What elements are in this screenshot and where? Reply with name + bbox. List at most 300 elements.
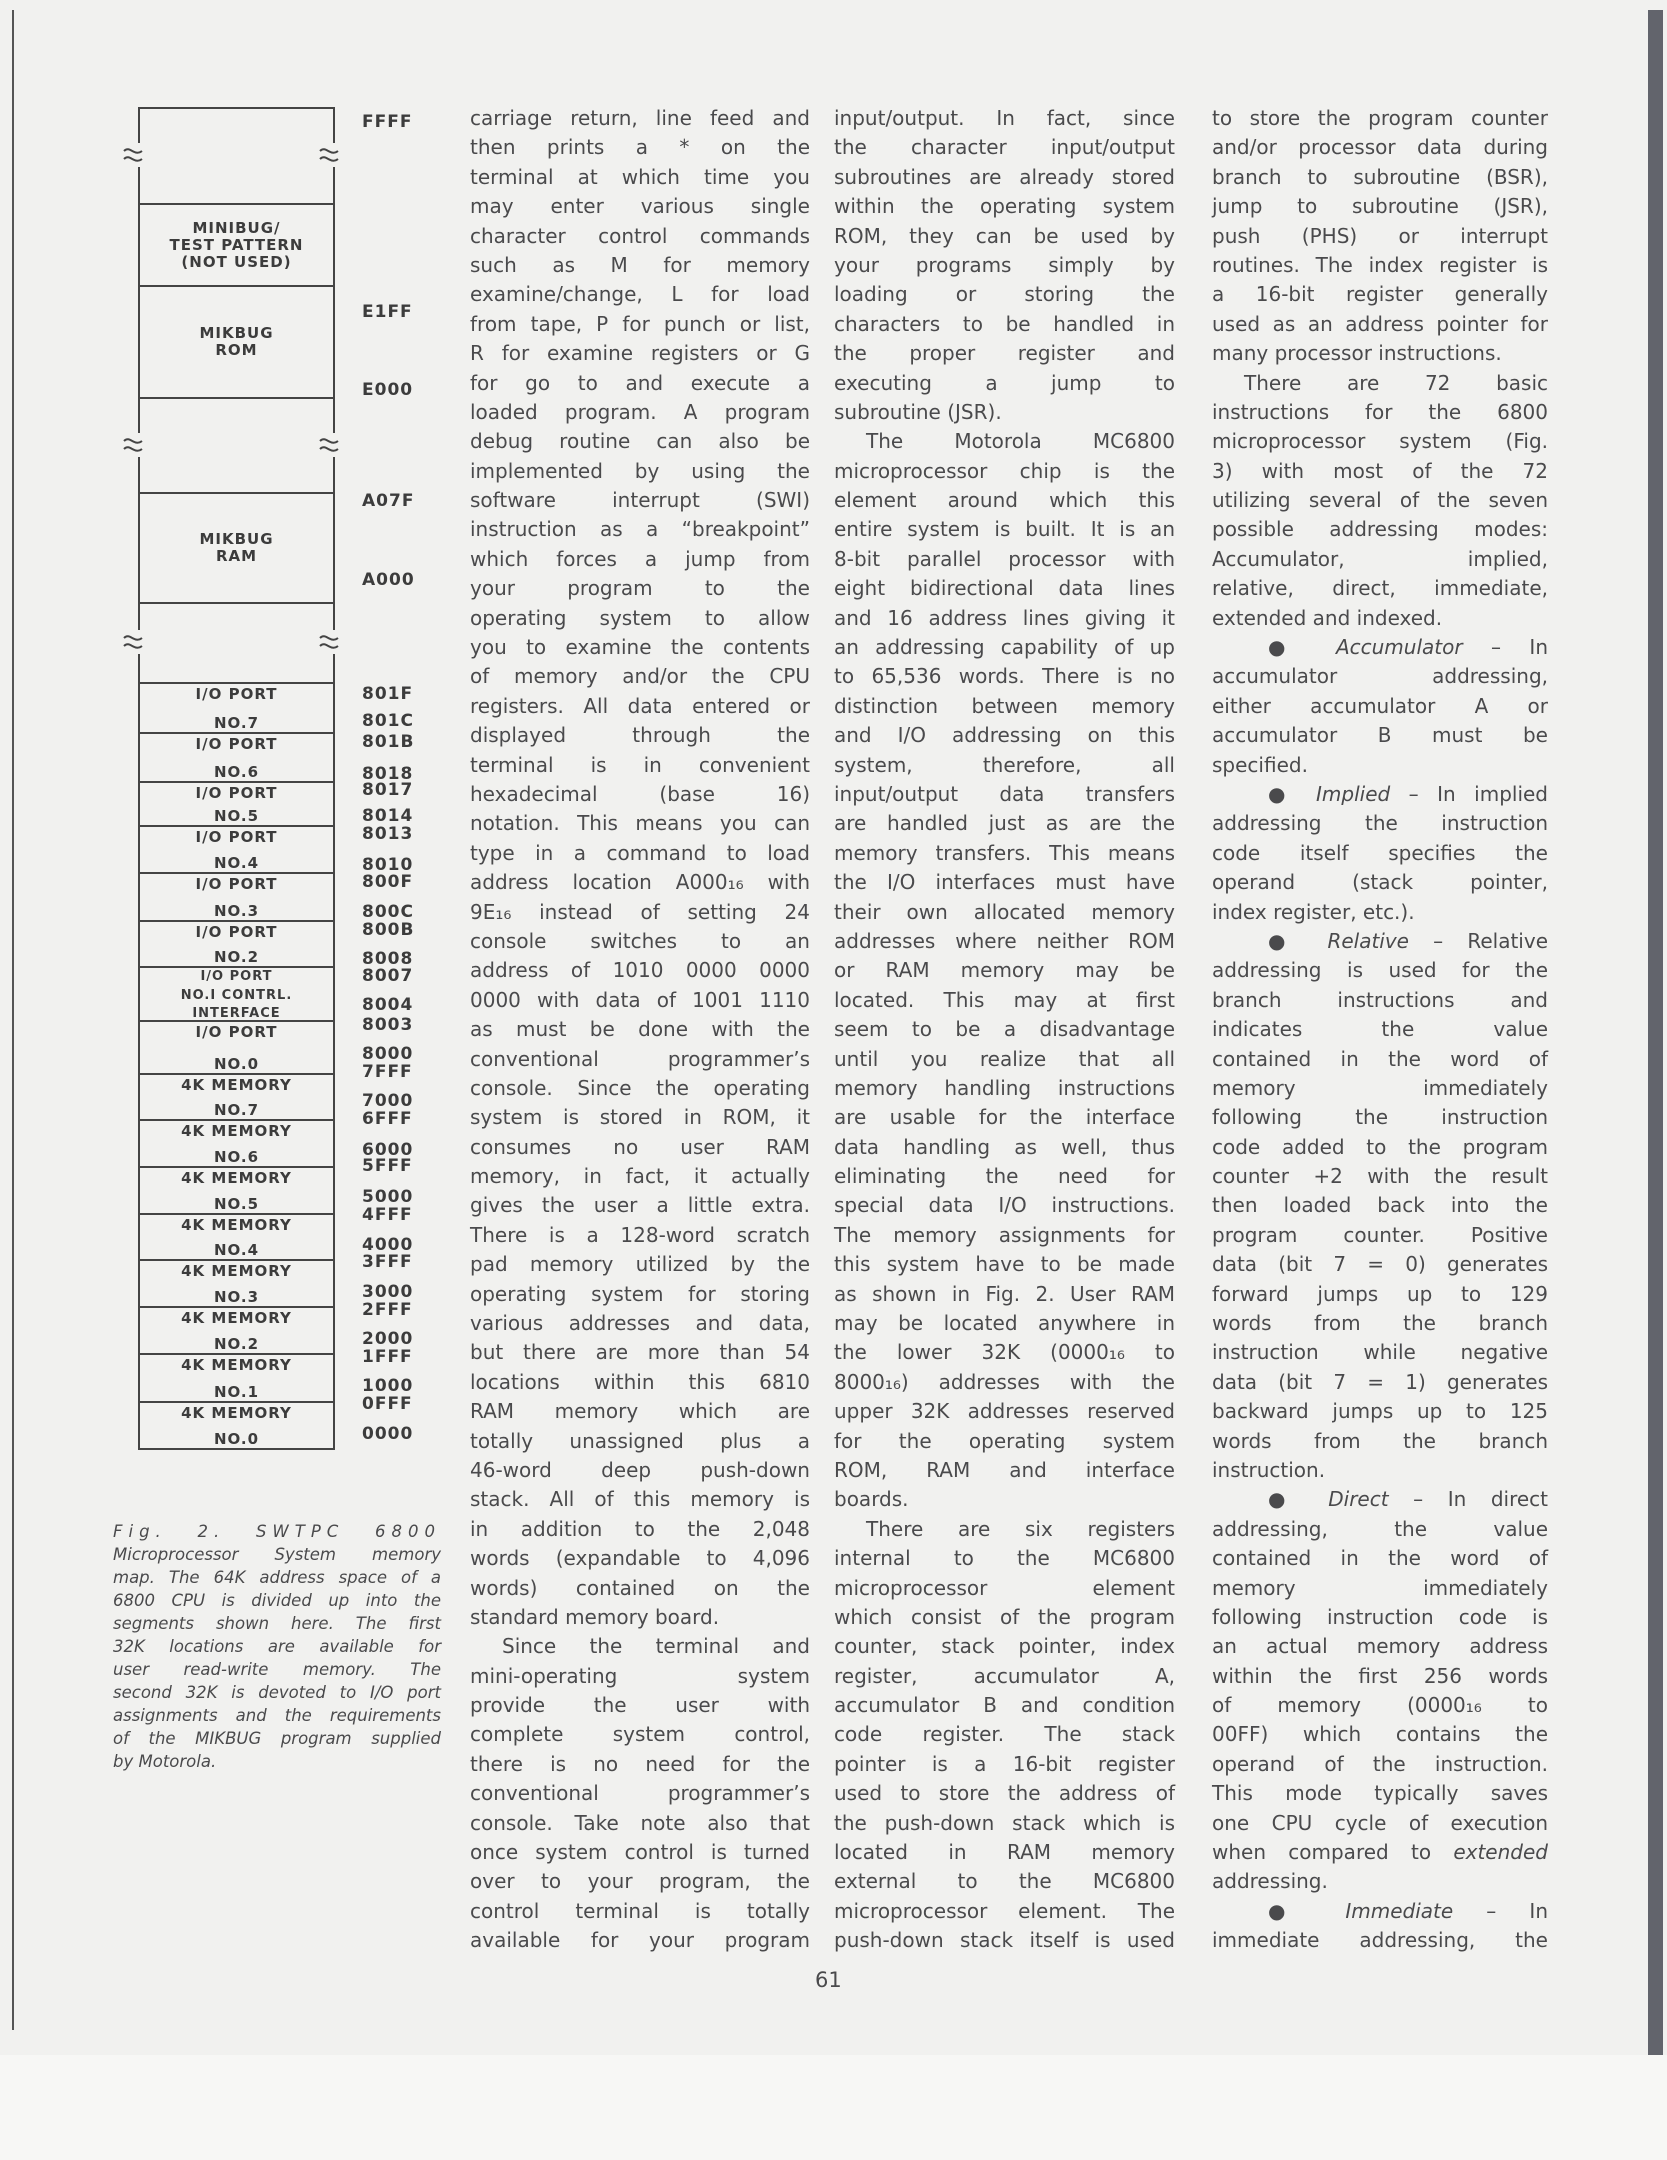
text-line: memory immediately xyxy=(1212,1575,1548,1600)
segment-label: NO.5 xyxy=(213,1195,260,1213)
text-line: ROM, they can be used by xyxy=(834,223,1175,248)
address-label: 8013 xyxy=(362,824,414,844)
text-line: operand (stack pointer, xyxy=(1212,870,1548,895)
text-line: either accumulator A or xyxy=(1212,693,1548,718)
segment-label: (NOT USED) xyxy=(181,252,292,271)
text-line: utilizing several of the seven xyxy=(1212,488,1548,513)
italic-term: Direct xyxy=(1328,1487,1389,1512)
address-label: 3FFF xyxy=(362,1252,413,1272)
text-line: loading or storing the xyxy=(834,282,1175,307)
text-line: various addresses and data, xyxy=(470,1311,810,1336)
text-line: 8-bit parallel processor with xyxy=(834,546,1175,571)
text-line: of memory (0000₁₆ to xyxy=(1212,1693,1548,1718)
text-line: your programs simply by xyxy=(834,252,1175,277)
text-line: This mode typically saves xyxy=(1212,1781,1548,1806)
text-line: and/or processor data during xyxy=(1212,135,1548,160)
text-line: data handling as well, thus xyxy=(834,1134,1175,1159)
address-label: 6000 xyxy=(362,1140,414,1160)
text-line: input/output. In fact, since xyxy=(834,106,1175,130)
text-line: entire system is built. It is an xyxy=(834,517,1175,542)
text-line: addressing is used for the xyxy=(1212,958,1548,983)
text-line: ● Implied – In implied xyxy=(1268,781,1549,806)
address-label: 8018 xyxy=(362,764,414,784)
segment-label: NO.3 xyxy=(213,902,260,920)
text-line: program counter. Positive xyxy=(1212,1222,1548,1247)
text-line: seem to be a disadvantage xyxy=(834,1017,1175,1042)
text-line: following instruction code is xyxy=(1212,1604,1548,1629)
address-label: 800F xyxy=(362,872,414,892)
text-line: terminal is in convenient xyxy=(470,752,810,777)
address-label: 801B xyxy=(362,732,415,752)
text-line: are handled just as are the xyxy=(834,811,1175,836)
memory-segment-mem-6 xyxy=(138,1119,335,1168)
text-line: immediate addressing, the xyxy=(1212,1928,1548,1953)
address-label: 6FFF xyxy=(362,1109,413,1129)
text-line: stack. All of this memory is xyxy=(470,1487,810,1512)
caption-line: 6800 CPU is divided up into the xyxy=(113,1591,441,1610)
address-label: 3000 xyxy=(362,1282,414,1302)
text-line: internal to the MC6800 xyxy=(834,1546,1175,1571)
text-line: register, accumulator A, xyxy=(834,1663,1175,1688)
address-label: A000 xyxy=(362,570,415,590)
text-line: loaded program. A program xyxy=(470,399,810,424)
caption-line: second 32K is devoted to I/O port xyxy=(113,1683,441,1702)
text-line: code register. The stack xyxy=(834,1722,1175,1747)
italic-term: Relative xyxy=(1327,928,1409,953)
text-line: within the first 256 words xyxy=(1212,1663,1548,1688)
text-line: characters to be handled in xyxy=(834,311,1175,336)
segment-label: 4K MEMORY xyxy=(181,1169,292,1187)
segment-label: NO.5 xyxy=(213,807,260,825)
text-line: addresses where neither ROM xyxy=(834,928,1175,953)
segment-label: 4K MEMORY xyxy=(181,1122,292,1140)
segment-label: MINIBUG/ xyxy=(192,218,281,237)
text-line: words from the branch xyxy=(1212,1428,1548,1453)
text-line: an actual memory address xyxy=(1212,1634,1548,1659)
text-line: mini-operating system xyxy=(470,1663,810,1688)
text-line: the I/O interfaces must have xyxy=(834,870,1175,895)
text-line: then loaded back into the xyxy=(1212,1193,1548,1218)
text-line: one CPU cycle of execution xyxy=(1212,1810,1548,1835)
text-line: memory immediately xyxy=(1212,1075,1548,1100)
text-line: special data I/O instructions. xyxy=(834,1193,1175,1218)
text-line: conventional programmer’s xyxy=(470,1781,810,1806)
text-line: words from the branch xyxy=(1212,1311,1548,1336)
memory-segment-io-4 xyxy=(138,825,335,874)
text-line: instructions for the 6800 xyxy=(1212,399,1548,424)
address-label: 0FFF xyxy=(362,1394,413,1414)
text-line: for the operating system xyxy=(834,1428,1175,1453)
text-line: There are six registers xyxy=(866,1516,1175,1541)
segment-label: 4K MEMORY xyxy=(181,1404,292,1422)
memory-segment-mem-0 xyxy=(138,1401,335,1450)
memory-segment-io-0 xyxy=(138,1020,335,1075)
text-line: console. Since the operating xyxy=(470,1075,810,1100)
text-line: implemented by using the xyxy=(470,458,810,483)
text-line: control terminal is totally xyxy=(470,1898,810,1923)
segment-label: TEST PATTERN xyxy=(169,235,304,254)
text-line: instruction. xyxy=(1212,1457,1326,1482)
text-line: of memory and/or the CPU xyxy=(470,664,810,689)
segment-label: NO.4 xyxy=(213,854,260,872)
text-line: code added to the program xyxy=(1212,1134,1548,1159)
text-line: displayed through the xyxy=(470,723,810,748)
text-line: console switches to an xyxy=(470,928,810,953)
memory-segment-mem-2 xyxy=(138,1306,335,1355)
text-line: examine/change, L for load xyxy=(470,282,810,307)
text-line: indicates the value xyxy=(1212,1017,1548,1042)
address-label: E000 xyxy=(362,380,414,400)
text-line: The Motorola MC6800 xyxy=(866,429,1175,454)
text-line: to 65,536 words. There is no xyxy=(834,664,1175,689)
text-line: subroutine (JSR). xyxy=(834,399,1002,424)
memory-segment-io-3 xyxy=(138,872,335,922)
text-line: branch to subroutine (BSR), xyxy=(1212,164,1548,189)
text-line: upper 32K addresses reserved xyxy=(834,1399,1175,1424)
address-label: 0000 xyxy=(362,1424,414,1444)
memory-segment-io-6 xyxy=(138,732,335,783)
text-line: from tape, P for punch or list, xyxy=(470,311,810,336)
memory-segment-io-5 xyxy=(138,781,335,827)
segment-label: NO.6 xyxy=(213,1148,260,1166)
address-label: 2FFF xyxy=(362,1300,413,1320)
text-line: pad memory utilized by the xyxy=(470,1252,810,1277)
text-line: debug routine can also be xyxy=(470,429,810,454)
break-mark-icon xyxy=(318,143,344,167)
text-line: your program to the xyxy=(470,576,810,601)
segment-label: NO.7 xyxy=(213,1101,260,1119)
text-line: located. This may at first xyxy=(834,987,1175,1012)
text-line: operating system to allow xyxy=(470,605,810,630)
caption-line: segments shown here. The first xyxy=(113,1614,441,1633)
segment-label: I/O PORT xyxy=(195,735,278,753)
address-label: 8003 xyxy=(362,1015,414,1035)
break-mark-icon xyxy=(122,433,148,457)
text-line: which consist of the program xyxy=(834,1604,1175,1629)
text-line: 3) with most of the 72 xyxy=(1212,458,1548,483)
italic-term: extended xyxy=(1453,1840,1548,1865)
memory-segment-io-7 xyxy=(138,682,335,734)
text-line: executing a jump to xyxy=(834,370,1175,395)
text-line: software interrupt (SWI) xyxy=(470,488,810,513)
text-line: there is no need for the xyxy=(470,1751,810,1776)
text-column-1 xyxy=(470,104,810,1956)
memory-segment-io-1 xyxy=(138,966,335,1022)
page-number: 61 xyxy=(815,1968,842,1992)
text-line: you to examine the contents xyxy=(470,635,810,660)
memory-segment-top-unused xyxy=(138,107,335,205)
text-line: a 16-bit register generally xyxy=(1212,282,1548,307)
memory-segment-mem-1 xyxy=(138,1353,335,1403)
text-line: forward jumps up to 129 xyxy=(1212,1281,1548,1306)
text-line: 9E₁₆ instead of setting 24 xyxy=(470,899,810,924)
text-line: counter, stack pointer, index xyxy=(834,1634,1175,1659)
text-line: microprocessor system (Fig. xyxy=(1212,429,1548,454)
text-line: The memory assignments for xyxy=(834,1222,1175,1247)
segment-label: 4K MEMORY xyxy=(181,1262,292,1280)
text-line: branch instructions and xyxy=(1212,987,1548,1012)
segment-label: NO.0 xyxy=(213,1430,260,1448)
text-line: push-down stack itself is used xyxy=(834,1928,1175,1953)
text-line: Accumulator, implied, xyxy=(1212,546,1548,571)
text-line: locations within this 6810 xyxy=(470,1369,810,1394)
break-mark-icon xyxy=(122,630,148,654)
text-line: Since the terminal and xyxy=(502,1634,810,1659)
text-line: 8000₁₆) addresses with the xyxy=(834,1369,1175,1394)
text-line: accumulator B must be xyxy=(1212,723,1548,748)
text-line: memory handling instructions xyxy=(834,1075,1175,1100)
break-mark-icon xyxy=(122,143,148,167)
text-line: are usable for the interface xyxy=(834,1105,1175,1130)
text-line: console. Take note also that xyxy=(470,1810,810,1835)
text-line: code itself specifies the xyxy=(1212,840,1548,865)
text-line: microprocessor chip is the xyxy=(834,458,1175,483)
text-line: push (PHS) or interrupt xyxy=(1212,223,1548,248)
text-column-3 xyxy=(1212,104,1548,1956)
text-line: following the instruction xyxy=(1212,1105,1548,1130)
caption-line: assignments and the requirements xyxy=(113,1706,441,1725)
address-label: 7FFF xyxy=(362,1062,413,1082)
memory-segment-mikbug-rom xyxy=(138,285,335,399)
text-line: jump to subroutine (JSR), xyxy=(1212,194,1548,219)
caption-line: of the MIKBUG program supplied xyxy=(113,1729,441,1748)
break-mark-icon xyxy=(318,433,344,457)
text-line: addressing the instruction xyxy=(1212,811,1548,836)
text-line: contained in the word of xyxy=(1212,1546,1548,1571)
text-line: words) contained on the xyxy=(470,1575,810,1600)
text-line: but there are more than 54 xyxy=(470,1340,810,1365)
text-line: or RAM memory may be xyxy=(834,958,1175,983)
segment-label: INTERFACE xyxy=(192,1006,281,1021)
text-line: the character input/output xyxy=(834,135,1175,160)
address-label: 8017 xyxy=(362,780,414,800)
text-line: 00FF) which contains the xyxy=(1212,1722,1548,1747)
address-label: 8010 xyxy=(362,855,414,875)
text-line: operand of the instruction. xyxy=(1212,1751,1548,1776)
address-label: FFFF xyxy=(362,112,413,132)
page-right-edge-bar xyxy=(1648,10,1663,2055)
text-line: memory transfers. This means xyxy=(834,840,1175,865)
address-label: 1000 xyxy=(362,1376,414,1396)
segment-label: I/O PORT xyxy=(195,1023,278,1041)
segment-label: MIKBUG xyxy=(199,530,274,548)
address-label: 4000 xyxy=(362,1235,414,1255)
text-line: conventional programmer’s xyxy=(470,1046,810,1071)
address-label: 5FFF xyxy=(362,1156,413,1176)
memory-segment-gap-1 xyxy=(138,397,335,494)
memory-segment-mem-3 xyxy=(138,1259,335,1308)
text-line: the push-down stack which is xyxy=(834,1810,1175,1835)
address-label: 800B xyxy=(362,920,415,940)
caption-line: Fig. 2. SWTPC 6800 xyxy=(113,1522,441,1541)
text-line: for go to and execute a xyxy=(470,370,810,395)
text-line: counter +2 with the result xyxy=(1212,1164,1548,1189)
text-line: element around which this xyxy=(834,488,1175,513)
text-line: ● Immediate – In xyxy=(1268,1898,1548,1923)
text-line: many processor instructions. xyxy=(1212,341,1502,366)
text-line: located in RAM memory xyxy=(834,1840,1175,1865)
page-left-edge-rule xyxy=(12,10,14,2030)
segment-label: NO.7 xyxy=(213,714,260,732)
text-line: carriage return, line feed and xyxy=(470,106,810,130)
segment-label: MIKBUG xyxy=(199,324,274,342)
memory-segment-mikbug-ram xyxy=(138,492,335,604)
address-label: E1FF xyxy=(362,302,413,322)
text-line: ● Direct – In direct xyxy=(1268,1487,1549,1512)
segment-label: 4K MEMORY xyxy=(181,1076,292,1094)
text-line: specified. xyxy=(1212,752,1308,777)
address-label: A07F xyxy=(362,491,415,511)
segment-label: NO.1 xyxy=(213,1383,260,1401)
text-line: totally unassigned plus a xyxy=(470,1428,810,1453)
memory-segment-mem-4 xyxy=(138,1213,335,1261)
segment-label: I/O PORT xyxy=(195,923,278,941)
text-line: their own allocated memory xyxy=(834,899,1175,924)
text-line: relative, direct, immediate, xyxy=(1212,576,1548,601)
text-line: registers. All data entered or xyxy=(470,693,810,718)
text-line: backward jumps up to 125 xyxy=(1212,1399,1548,1424)
text-line: RAM memory which are xyxy=(470,1399,810,1424)
memory-segment-io-2 xyxy=(138,920,335,968)
text-line: instruction as a “breakpoint” xyxy=(470,517,810,542)
text-line: may enter various single xyxy=(470,194,810,219)
text-line: external to the MC6800 xyxy=(834,1869,1175,1894)
text-line: when compared to extended xyxy=(1212,1840,1548,1865)
text-line: to store the program counter xyxy=(1212,106,1548,130)
text-line: words (expandable to 4,096 xyxy=(470,1546,810,1571)
text-line: until you realize that all xyxy=(834,1046,1175,1071)
text-line: eight bidirectional data lines xyxy=(834,576,1175,601)
text-line: available for your program xyxy=(470,1928,810,1953)
text-line: microprocessor element. The xyxy=(834,1898,1175,1923)
segment-label: NO.4 xyxy=(213,1241,260,1259)
text-line: There is a 128-word scratch xyxy=(470,1222,810,1247)
text-line: addressing. xyxy=(1212,1869,1328,1894)
text-line: ROM, RAM and interface xyxy=(834,1457,1175,1482)
memory-segment-mem-5 xyxy=(138,1166,335,1215)
text-line: once system control is turned xyxy=(470,1840,810,1865)
text-line: as shown in Fig. 2. User RAM xyxy=(834,1281,1175,1306)
text-line: memory, in fact, it actually xyxy=(470,1164,810,1189)
memory-segment-mem-7 xyxy=(138,1073,335,1121)
text-line: notation. This means you can xyxy=(470,811,810,836)
segment-label: NO.2 xyxy=(213,1335,260,1353)
text-line: routines. The index register is xyxy=(1212,252,1548,277)
address-label: 801F xyxy=(362,684,414,704)
text-line: such as M for memory xyxy=(470,252,810,277)
segment-label: I/O PORT xyxy=(195,784,278,802)
text-line: character control commands xyxy=(470,223,810,248)
memory-segment-gap-2 xyxy=(138,602,335,684)
address-label: 801C xyxy=(362,711,414,731)
text-line: input/output data transfers xyxy=(834,781,1175,806)
text-line: may be located anywhere in xyxy=(834,1311,1175,1336)
text-line: this system have to be made xyxy=(834,1252,1175,1277)
text-line: system, therefore, all xyxy=(834,752,1175,777)
text-line: standard memory board. xyxy=(470,1604,720,1629)
text-line: data (bit 7 = 1) generates xyxy=(1212,1369,1548,1394)
text-line: the lower 32K (0000₁₆ to xyxy=(834,1340,1175,1365)
segment-label: NO.0 xyxy=(213,1055,260,1073)
address-label: 2000 xyxy=(362,1329,414,1349)
text-line: type in a command to load xyxy=(470,840,810,865)
text-line: system is stored in ROM, it xyxy=(470,1105,810,1130)
text-line: an addressing capability of up xyxy=(834,635,1175,660)
text-line: as must be done with the xyxy=(470,1017,810,1042)
address-label: 8007 xyxy=(362,966,414,986)
text-line: contained in the word of xyxy=(1212,1046,1548,1071)
address-label: 8004 xyxy=(362,995,414,1015)
caption-line: Microprocessor System memory xyxy=(113,1545,441,1564)
address-label: 800C xyxy=(362,902,414,922)
caption-line: by Motorola. xyxy=(113,1752,217,1771)
segment-label: I/O PORT xyxy=(195,828,278,846)
segment-label: RAM xyxy=(215,547,258,565)
text-line: boards. xyxy=(834,1487,909,1512)
text-line: accumulator B and condition xyxy=(834,1693,1175,1718)
text-line: ● Relative – Relative xyxy=(1268,928,1548,953)
segment-label: NO.6 xyxy=(213,763,260,781)
segment-label: ROM xyxy=(215,341,258,359)
segment-label: NO.I CONTRL. xyxy=(180,987,293,1003)
text-line: accumulator addressing, xyxy=(1212,664,1548,689)
text-line: provide the user with xyxy=(470,1693,810,1718)
address-label: 4FFF xyxy=(362,1205,413,1225)
text-line: 46-word deep push-down xyxy=(470,1457,810,1482)
figure-caption xyxy=(113,1520,441,1773)
caption-line: user read-write memory. The xyxy=(113,1660,441,1679)
segment-label: NO.3 xyxy=(213,1288,260,1306)
address-label: 5000 xyxy=(362,1187,414,1207)
text-line: microprocessor element xyxy=(834,1575,1175,1600)
segment-label: I/O PORT xyxy=(200,969,273,984)
caption-line: map. The 64K address space of a xyxy=(113,1568,441,1587)
text-line: address of 1010 0000 0000 xyxy=(470,958,810,983)
memory-segment-minibug xyxy=(138,203,335,287)
text-line: ● Accumulator – In xyxy=(1268,635,1548,660)
text-column-2 xyxy=(834,104,1175,1956)
text-line: possible addressing modes: xyxy=(1212,517,1548,542)
text-line: distinction between memory xyxy=(834,693,1175,718)
text-line: address location A000₁₆ with xyxy=(470,870,810,895)
text-line: and 16 address lines giving it xyxy=(834,605,1175,630)
text-line: instruction while negative xyxy=(1212,1340,1548,1365)
address-label: 8000 xyxy=(362,1044,414,1064)
text-line: eliminating the need for xyxy=(834,1164,1175,1189)
address-label: 8008 xyxy=(362,949,414,969)
italic-term: Immediate xyxy=(1345,1898,1454,1923)
text-line: the proper register and xyxy=(834,341,1175,366)
segment-label: 4K MEMORY xyxy=(181,1356,292,1374)
text-line: pointer is a 16-bit register xyxy=(834,1751,1175,1776)
text-line: hexadecimal (base 16) xyxy=(470,781,810,806)
segment-label: NO.2 xyxy=(213,948,260,966)
segment-label: I/O PORT xyxy=(195,685,278,703)
text-line: and I/O addressing on this xyxy=(834,723,1175,748)
text-line: index register, etc.). xyxy=(1212,899,1415,924)
text-line: then prints a * on the xyxy=(470,135,810,160)
address-label: 8014 xyxy=(362,806,414,826)
text-line: extended and indexed. xyxy=(1212,605,1443,630)
italic-term: Implied xyxy=(1316,781,1391,806)
segment-label: I/O PORT xyxy=(195,875,278,893)
text-line: which forces a jump from xyxy=(470,546,810,571)
text-line: used as an address pointer for xyxy=(1212,311,1548,336)
text-line: consumes no user RAM xyxy=(470,1134,810,1159)
text-line: within the operating system xyxy=(834,194,1175,219)
text-line: addressing, the value xyxy=(1212,1516,1548,1541)
address-label: 7000 xyxy=(362,1091,414,1111)
